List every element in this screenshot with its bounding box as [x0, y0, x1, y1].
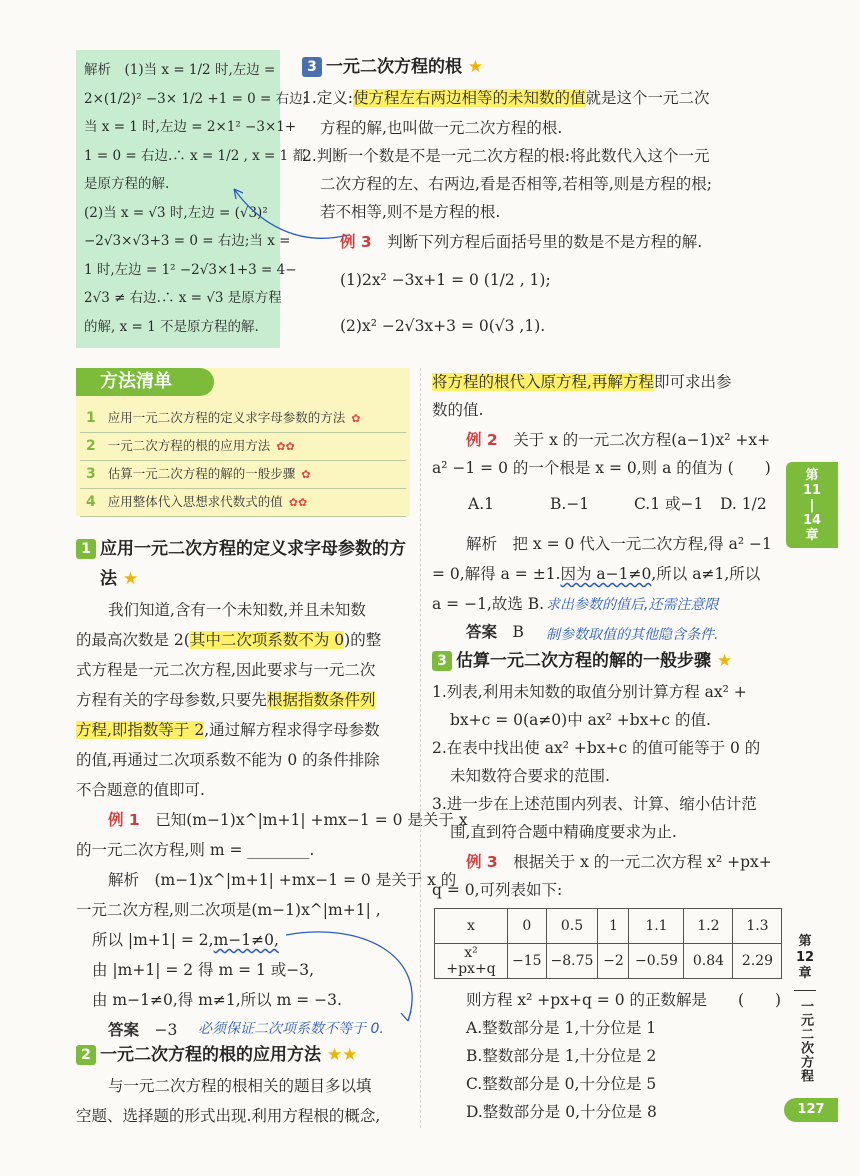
- choice-c: C.整数部分是 0,十分位是 5: [466, 1075, 657, 1093]
- star-icon: ★★: [326, 1045, 358, 1065]
- m1-p4: [76, 686, 375, 714]
- example-label: 例 1: [108, 811, 140, 829]
- note-line: (2)当 x = √3 时,左边 = (√3)²: [84, 204, 268, 221]
- judge-line-3: 若不相等,则不是方程的根.: [320, 203, 501, 221]
- m1-p5-highlight: 方程,即指数等于 2: [76, 721, 205, 739]
- answer-label: 答案: [466, 623, 498, 641]
- table-cell: 1.3: [733, 909, 782, 944]
- option-c: C.1 或−1: [634, 495, 704, 513]
- method-item-text: 一元二次方程的根的应用方法: [107, 438, 271, 453]
- m3-title: [432, 648, 732, 674]
- choice-a: A.整数部分是 1,十分位是 1: [466, 1019, 657, 1037]
- m1-p5: [76, 716, 380, 744]
- method-item: [80, 432, 406, 461]
- option-d: D. 1/2: [720, 495, 767, 513]
- method-item-text: 估算一元二次方程的解的一般步骤: [107, 466, 296, 481]
- note-line: 2×(1/2)² −3× 1/2 +1 = 0 = 右边;: [84, 90, 308, 107]
- flower-star-icon: ✿: [301, 468, 311, 481]
- m1-p2b: )的整: [344, 631, 382, 649]
- method-item: [80, 460, 406, 489]
- m1-p1: 我们知道,含有一个未知数,并且未知数: [108, 601, 366, 619]
- tab-text: 章: [798, 966, 812, 981]
- method-item-number: 1: [86, 410, 96, 426]
- star-icon: ★: [716, 651, 733, 671]
- m1-annotation-arrow: [280, 925, 430, 1035]
- example-text: 已知(m−1)x^|m+1| +mx−1 = 0 是关于 x: [155, 811, 468, 829]
- tab-text: |: [809, 498, 815, 513]
- method-item-number: 4: [86, 494, 96, 510]
- method-item: [80, 404, 406, 433]
- m1-example: [108, 806, 468, 834]
- table-cell: −8.75: [546, 944, 598, 979]
- table-row: [435, 909, 782, 944]
- answer-value: −3: [154, 1021, 178, 1039]
- rc-cont1-highlight: 将方程的根代入原方程,再解方程: [432, 373, 654, 391]
- star-icon: ★: [122, 569, 139, 589]
- m1-p4-highlight: 根据指数条件列: [266, 691, 376, 709]
- m1-sol4: 由 |m+1| = 2 得 m = 1 或−3,: [92, 961, 315, 979]
- section-3-badge: 3: [302, 57, 322, 77]
- rc-sol2-underline: 因为 a−1≠0: [560, 565, 652, 583]
- star-icon: ★: [467, 57, 484, 77]
- table-cell: 0.5: [546, 909, 598, 944]
- m2-title-text: 一元二次方程的根的应用方法: [100, 1045, 321, 1065]
- m1-answer: [108, 1016, 177, 1044]
- m3-question: 则方程 x² +px+q = 0 的正数解是 ( ): [466, 991, 782, 1009]
- flower-star-icon: ✿✿: [288, 496, 308, 509]
- tab-text: 14: [802, 513, 822, 528]
- tab-divider: [794, 990, 816, 991]
- table-cell: 0: [508, 909, 547, 944]
- def-rest: 就是这个一元二次: [585, 89, 710, 107]
- chapter-tab-green: [786, 462, 838, 548]
- table-cell: 1.2: [684, 909, 733, 944]
- table-cell: 1.1: [629, 909, 684, 944]
- note-line: 是原方程的解.: [84, 176, 170, 192]
- tab-text: 章: [805, 528, 819, 543]
- m3-ex3: [466, 848, 772, 876]
- option-a: A.1: [468, 495, 494, 513]
- m1-sol3a: 所以 |m+1| = 2,: [92, 931, 214, 949]
- method-item-text: 应用整体代入思想求代数式的值: [107, 494, 283, 509]
- section-3-title: [302, 54, 483, 80]
- m1-title-line1: [76, 536, 406, 562]
- tab-text: 第: [805, 468, 819, 483]
- chapter-tab-current: [790, 934, 820, 1083]
- m3-s3a: 3.进一步在上述范围内列表、计算、缩小估计范: [432, 795, 757, 813]
- judge-line-1: 2.判断一个数是不是一元二次方程的根:将此数代入这个一元: [302, 147, 710, 165]
- answer-value: B: [512, 623, 524, 641]
- method-box-title: 方法清单: [100, 371, 172, 392]
- rc-sol3: a = −1,故选 B.: [432, 595, 545, 613]
- rc-cont1: [432, 368, 731, 396]
- table-cell: 2.29: [733, 944, 782, 979]
- note-line: 2√3 ≠ 右边.∴ x = √3 是原方程: [84, 290, 282, 306]
- method-item-number: 2: [86, 438, 96, 454]
- m1-sol3-underline: m−1≠0,: [213, 931, 279, 949]
- note-line: 1 时,左边 = 1² −2√3×1+3 = 4−: [84, 261, 297, 278]
- m1-p2a: 的最高次数是 2(: [76, 631, 190, 649]
- rc-cont1b: 即可求出参: [653, 373, 732, 391]
- rc-note2: 制参数取值的其他隐含条件.: [546, 627, 719, 643]
- m1-sol3: [92, 926, 279, 954]
- def-line-1: [302, 84, 710, 112]
- judge-line-2: 二次方程的左、右两边,看是否相等,若相等,则是方程的根;: [320, 175, 713, 193]
- method-item: [80, 488, 406, 517]
- table-cell: x: [435, 909, 508, 944]
- m2-badge: 2: [76, 1045, 96, 1065]
- column-divider: [420, 368, 421, 1128]
- rc-cont2: 数的值.: [432, 401, 484, 419]
- page-number: [784, 1098, 838, 1122]
- m1-p2-highlight: 其中二次项系数不为 0: [189, 631, 345, 649]
- example-text: 判断下列方程后面括号里的数是不是方程的解.: [387, 233, 703, 251]
- rc-ex2-options: [468, 490, 768, 518]
- example-label: 例 3: [340, 233, 372, 251]
- m3-s3b: 围,直到符合题中精确度要求为止.: [450, 823, 677, 841]
- m1-badge: 1: [76, 539, 96, 559]
- note-line: 的解, x = 1 不是原方程的解.: [84, 318, 259, 335]
- m2-p2: 空题、选择题的形式出现.利用方程根的概念,: [76, 1107, 381, 1125]
- def-highlight: 使方程左右两边相等的未知数的值: [353, 89, 586, 107]
- m1-title-text2: 法: [100, 569, 117, 589]
- m2-p1: 与一元二次方程的根相关的题目多以填: [108, 1077, 372, 1095]
- rc-answer: [466, 618, 524, 646]
- answer-label: 答案: [108, 1021, 140, 1039]
- rc-sol2a: = 0,解得 a = ±1.: [432, 565, 561, 583]
- m1-p4a: 方程有关的字母参数,只要先: [76, 691, 267, 709]
- flower-star-icon: ✿✿: [276, 440, 295, 453]
- method-item-text: 应用一元二次方程的定义求字母参数的方法: [107, 410, 346, 425]
- example-3-eq2: (2)x² −2√3x+3 = 0(√3 ,1).: [340, 317, 546, 335]
- m1-sol2: 一元二次方程,则二次项是(m−1)x^|m+1| ,: [76, 901, 381, 919]
- table-cell: 1: [598, 909, 629, 944]
- tab-text: 12: [795, 950, 815, 965]
- m3-title-text: 估算一元二次方程的解的一般步骤: [456, 651, 711, 671]
- note-line: 解析 (1)当 x = 1/2 时,左边 =: [84, 62, 276, 78]
- rc-ex2: [466, 426, 770, 454]
- example-3-eq1: (1)2x² −3x+1 = 0 (1/2 , 1);: [340, 271, 551, 289]
- rc-sol2: [432, 560, 760, 588]
- table-cell: −0.59: [629, 944, 684, 979]
- m1-sol5: 由 m−1≠0,得 m≠1,所以 m = −3.: [92, 991, 342, 1009]
- example-text: 根据关于 x 的一元二次方程 x² +px+: [513, 853, 772, 871]
- m3-s1a: 1.列表,利用未知数的取值分别计算方程 ax² +: [432, 683, 747, 701]
- rc-sol1: 解析 把 x = 0 代入一元二次方程,得 a² −1: [466, 535, 772, 553]
- m1-handwritten-note: 必须保证二次项系数不等于 0.: [198, 1021, 384, 1037]
- note-line: −2√3×√3+3 = 0 = 右边;当 x =: [84, 233, 291, 249]
- m3-s2a: 2.在表中找出使 ax² +bx+c 的值可能等于 0 的: [432, 739, 761, 757]
- def-label: 1.定义:: [302, 89, 354, 107]
- m1-p2: [76, 626, 381, 654]
- rc-sol2b: ,所以 a≠1,所以: [651, 565, 761, 583]
- m1-title-text: 应用一元二次方程的定义求字母参数的方: [100, 539, 406, 559]
- m2-title: [76, 1042, 357, 1068]
- m3-s1b: bx+c = 0(a≠0)中 ax² +bx+c 的值.: [450, 711, 711, 729]
- note-line: 当 x = 1 时,左边 = 2×1² −3×1+: [84, 119, 297, 135]
- choice-b: B.整数部分是 1,十分位是 2: [466, 1047, 657, 1065]
- value-table: [434, 908, 782, 979]
- rc-note1: 求出参数的值后,还需注意限: [546, 597, 719, 613]
- m1-sol1: 解析 (m−1)x^|m+1| +mx−1 = 0 是关于 x 的: [108, 871, 457, 889]
- method-items: [80, 404, 406, 516]
- example-text: 关于 x 的一元二次方程(a−1)x² +x+: [513, 431, 771, 449]
- def-line-2: 方程的解,也叫做一元二次方程的根.: [320, 119, 563, 137]
- flower-star-icon: ✿: [351, 412, 361, 425]
- m1-p6: 的值,再通过二次项系数不能为 0 的条件排除: [76, 751, 380, 769]
- m3-s2b: 未知数符合要求的范围.: [450, 767, 610, 785]
- m1-example-line2: 的一元二次方程,则 m = ________.: [76, 841, 315, 859]
- table-cell: x² +px+q: [435, 944, 508, 979]
- tab-text: 一元二次方程: [798, 999, 813, 1083]
- page-number-text: 127: [797, 1102, 825, 1117]
- table-cell: 0.84: [684, 944, 733, 979]
- tab-text: 11: [802, 483, 822, 498]
- note-line: 1 = 0 = 右边.∴ x = 1/2 , x = 1 都: [84, 147, 307, 164]
- m1-title-line2: [100, 566, 138, 592]
- table-cell: −15: [508, 944, 547, 979]
- example-3-top: [340, 228, 702, 256]
- method-item-number: 3: [86, 466, 96, 482]
- table-cell: −2: [598, 944, 629, 979]
- m1-p3: 式方程是一元二次方程,因此要求与一元二次: [76, 661, 376, 679]
- tab-text: 第: [798, 934, 812, 949]
- table-row: [435, 944, 782, 979]
- option-b: B.−1: [550, 495, 590, 513]
- m3-badge: 3: [432, 651, 452, 671]
- section-3-title-text: 一元二次方程的根: [326, 57, 462, 77]
- m1-p5b: ,通过解方程求得字母参数: [204, 721, 380, 739]
- m1-p7: 不合题意的值即可.: [76, 781, 205, 799]
- example-label: 例 3: [466, 853, 498, 871]
- m3-ex3-line2: q = 0,可列表如下:: [432, 881, 563, 899]
- choice-d: D.整数部分是 0,十分位是 8: [466, 1103, 657, 1121]
- rc-ex2-line2: a² −1 = 0 的一个根是 x = 0,则 a 的值为 ( ): [432, 459, 771, 477]
- example-label: 例 2: [466, 431, 498, 449]
